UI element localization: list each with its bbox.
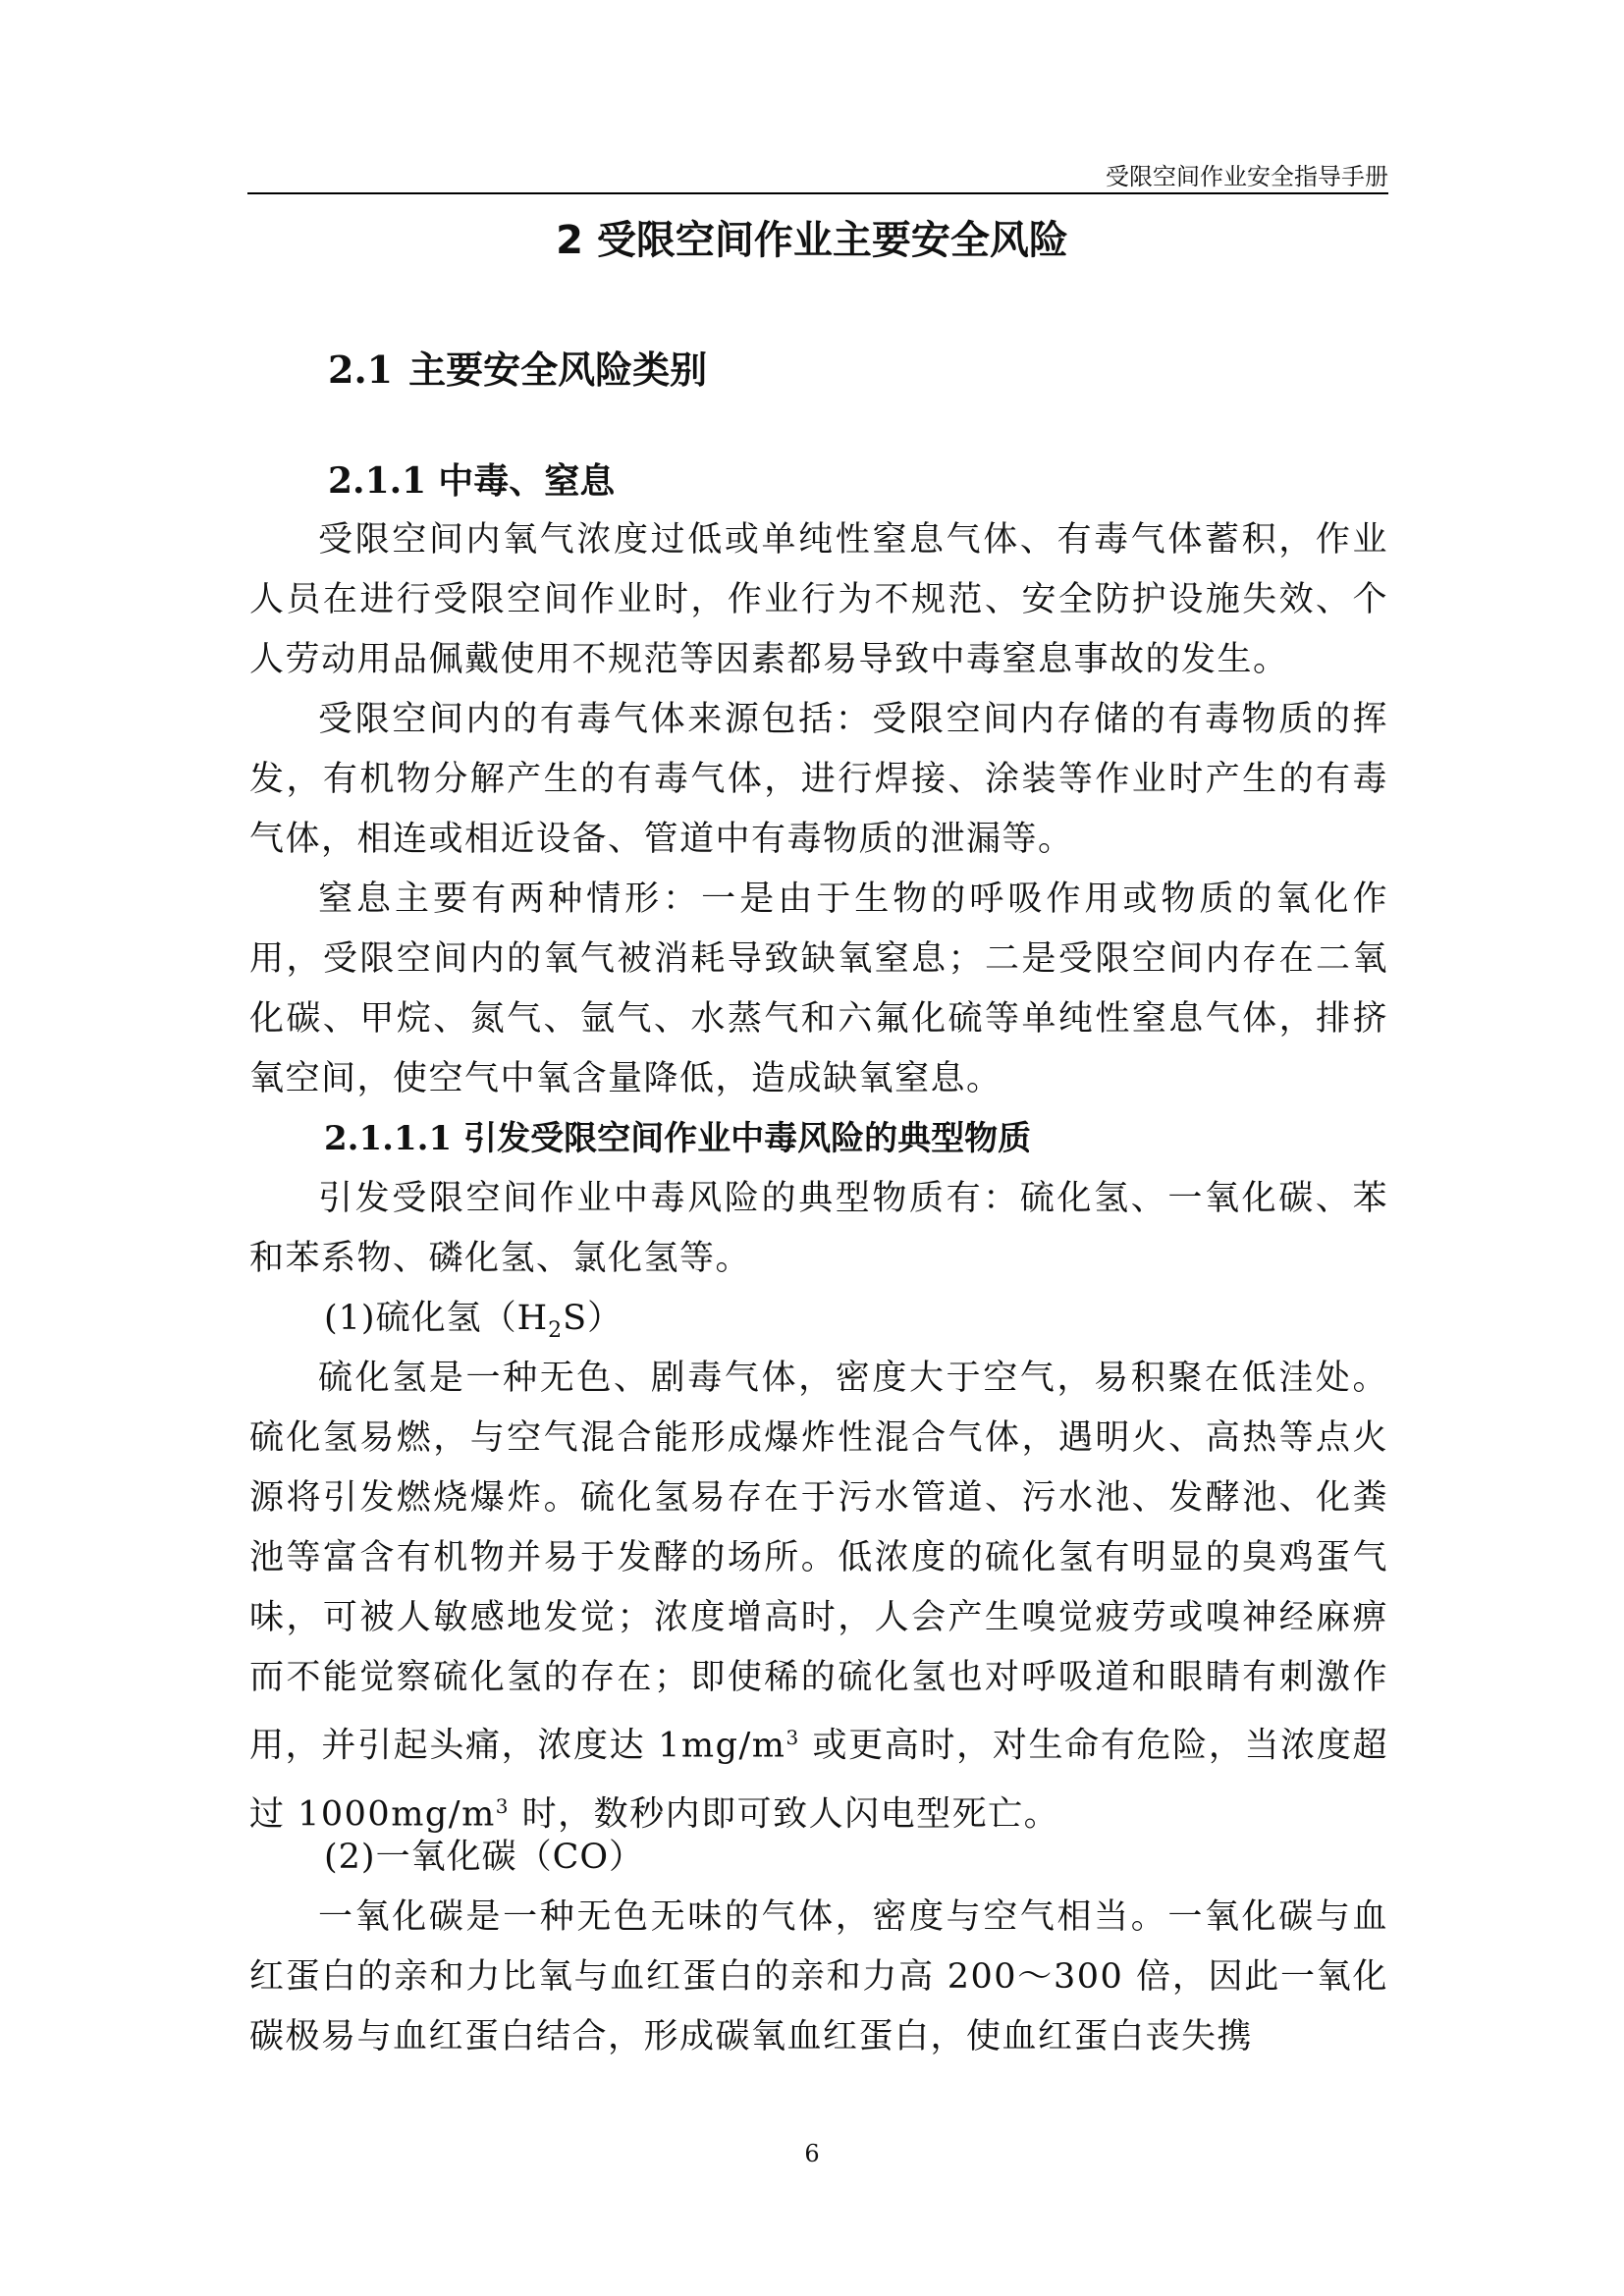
item-h2s-label-prefix: (1)硫化氢（H <box>324 1299 549 1338</box>
section-title-text: 主要安全风险类别 <box>408 348 708 392</box>
subsubsection-title-text: 引发受限空间作业中毒风险的典型物质 <box>463 1119 1032 1158</box>
subsubsection-title <box>324 1109 1031 1169</box>
page-number: 6 <box>804 2140 820 2167</box>
subsection-title <box>328 452 615 511</box>
h2s-sup-1: 3 <box>785 1726 800 1749</box>
paragraph-1: 受限空间内氧气浓度过低或单纯性窒息气体、有毒气体蓄积，作业人员在进行受限空间作业时，作业行为不规范、安全防护设施失效、个人劳动用品佩戴使用不规范等因素都易导致中毒窒息事故的发生。 <box>249 520 1388 679</box>
section-number: 2.1 <box>328 347 394 392</box>
paragraph-3: 窒息主要有两种情形：一是由于生物的呼吸作用或物质的氧化作用，受限空间内的氧气被消耗导致缺氧窒息；二是受限空间内存在二氧化碳、甲烷、氮气、氩气、水蒸气和六氟化硫等单纯性窒息气体，排挤氧空间，使空气中氧含量降低，造成缺氧窒息。 <box>249 880 1388 1098</box>
subsection-number: 2.1.1 <box>328 460 427 502</box>
h2s-text-b: 或更高时，对生命有危险，当浓度超过 1000mg/m <box>249 1726 1388 1835</box>
h2s-text-c: 时，数秒内即可致人闪电型死亡。 <box>510 1794 1060 1835</box>
subsubsection-number: 2.1.1.1 <box>324 1119 453 1158</box>
running-header: 受限空间作业安全指导手册 <box>1106 163 1388 190</box>
paragraph-co: 一氧化碳是一种无色无味的气体，密度与空气相当。一氧化碳与血红蛋白的亲和力比氧与血红蛋白的亲和力高 200～300 倍，因此一氧化碳极易与血红蛋白结合，形成碳氧血红蛋白，使血红蛋白丧失携 <box>249 1897 1388 2056</box>
h2s-sup-2: 3 <box>495 1793 511 1818</box>
item-h2s-label-suffix: S） <box>563 1299 623 1338</box>
section-title <box>328 336 707 404</box>
chapter-title: 2 受限空间作业主要安全风险 <box>556 218 1068 263</box>
subsection-title-text: 中毒、窒息 <box>438 461 616 502</box>
intro-paragraph: 引发受限空间作业中毒风险的典型物质有：硫化氢、一氧化碳、苯和苯系物、磷化氢、氯化氢等。 <box>249 1179 1388 1278</box>
item-h2s-label-sub: 2 <box>548 1318 564 1343</box>
header-rule <box>247 192 1388 194</box>
paragraph-2: 受限空间内的有毒气体来源包括：受限空间内存储的有毒物质的挥发，有机物分解产生的有毒气体，进行焊接、涂装等作业时产生的有毒气体，相连或相近设备、管道中有毒物质的泄漏等。 <box>249 700 1388 859</box>
h2s-text-a: 硫化氢是一种无色、剧毒气体，密度大于空气，易积聚在低洼处。硫化氢易燃，与空气混合能形成爆炸性混合气体，遇明火、高热等点火源将引发燃烧爆炸。硫化氢易存在于污水管道、污水池、发酵池、化粪池等富含有机物并易于发酵的场所。低浓度的硫化氢有明显的臭鸡蛋气味，可被人敏感地发觉；浓度增高时，人会产生嗅觉疲劳或嗅神经麻痹而不能觉察硫化氢的存在；即使稀的硫化氢也对呼吸道和眼睛有刺激作用，并引起头痛，浓度达 1mg/m <box>249 1359 1388 1766</box>
item-heading-co: (2)一氧化碳（CO） <box>324 1838 645 1877</box>
paragraph-h2s <box>249 1349 1388 1844</box>
